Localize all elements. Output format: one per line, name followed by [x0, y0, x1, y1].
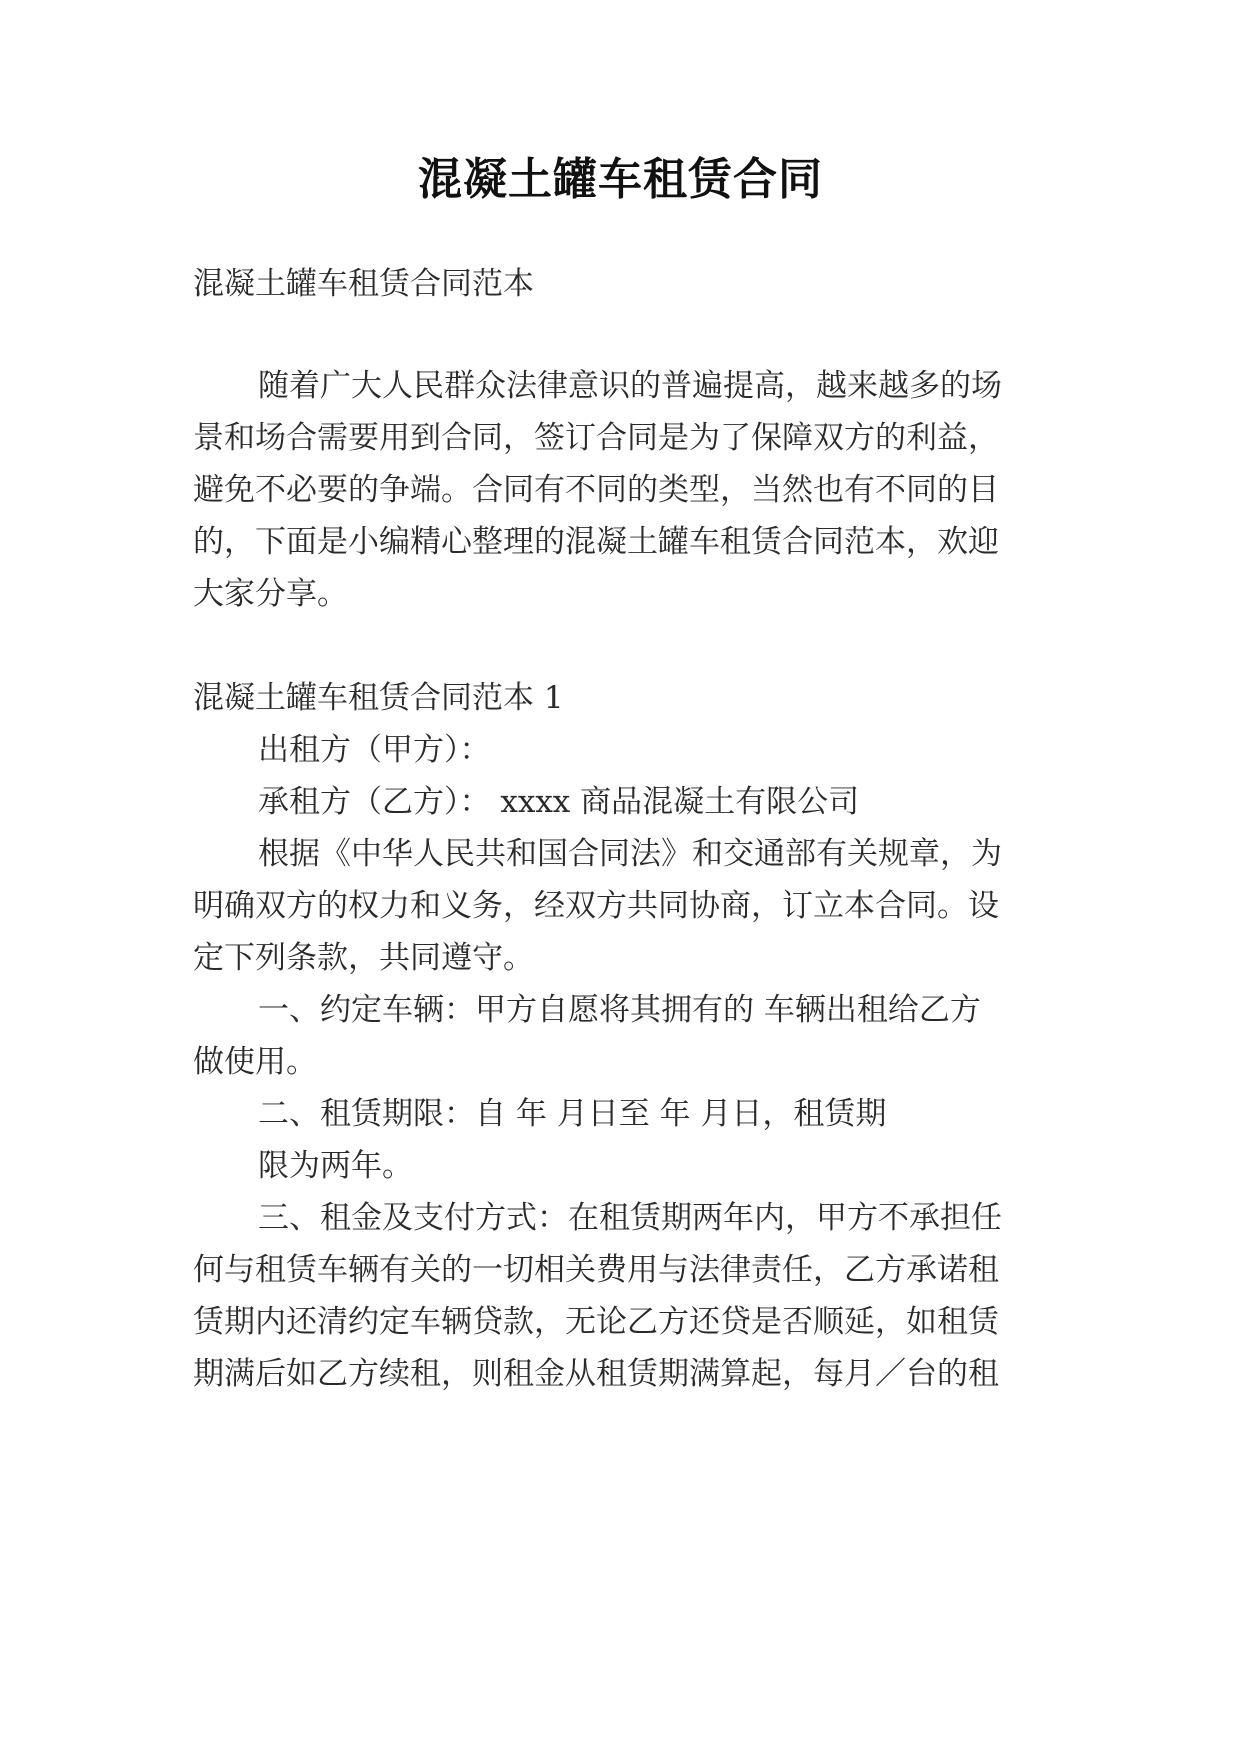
intro-line: 随着广大人民群众法律意识的普遍提高，越来越多的场 — [258, 368, 1002, 404]
intro-line: 避免不必要的争端。合同有不同的类型，当然也有不同的目 — [193, 472, 999, 508]
lessor-line: 出租方（甲方）： — [258, 732, 491, 768]
clause-3-line: 三、租金及支付方式：在租赁期两年内，甲方不承担任 — [258, 1200, 1002, 1236]
section-heading: 混凝土罐车租赁合同范本 1 — [193, 680, 564, 716]
clause-1-line: 一、约定车辆：甲方自愿将其拥有的 车辆出租给乙方 — [258, 992, 981, 1028]
basis-line: 根据《中华人民共和国合同法》和交通部有关规章，为 — [258, 836, 1002, 872]
basis-line: 定下列条款，共同遵守。 — [193, 940, 534, 976]
clause-3-line: 赁期内还清约定车辆贷款，无论乙方还贷是否顺延，如租赁 — [193, 1304, 999, 1340]
intro-line: 大家分享。 — [193, 576, 348, 612]
clause-3-line: 期满后如乙方续租，则租金从租赁期满算起，每月／台的租 — [193, 1356, 999, 1392]
intro-line: 景和场合需要用到合同，签订合同是为了保障双方的利益， — [193, 420, 999, 456]
clause-2-line: 二、租赁期限：自 年 月日至 年 月日，租赁期 — [258, 1096, 887, 1132]
document-subtitle: 混凝土罐车租赁合同范本 — [193, 266, 534, 302]
clause-3-line: 何与租赁车辆有关的一切相关费用与法律责任，乙方承诺租 — [193, 1252, 999, 1288]
intro-line: 的，下面是小编精心整理的混凝土罐车租赁合同范本，欢迎 — [193, 524, 999, 560]
clause-2-line: 限为两年。 — [258, 1148, 413, 1184]
basis-line: 明确双方的权力和义务，经双方共同协商，订立本合同。设 — [193, 888, 999, 924]
document-title: 混凝土罐车租赁合同 — [418, 154, 823, 205]
lessee-line: 承租方（乙方）： xxxx 商品混凝土有限公司 — [258, 784, 860, 820]
clause-1-line: 做使用。 — [193, 1044, 317, 1080]
